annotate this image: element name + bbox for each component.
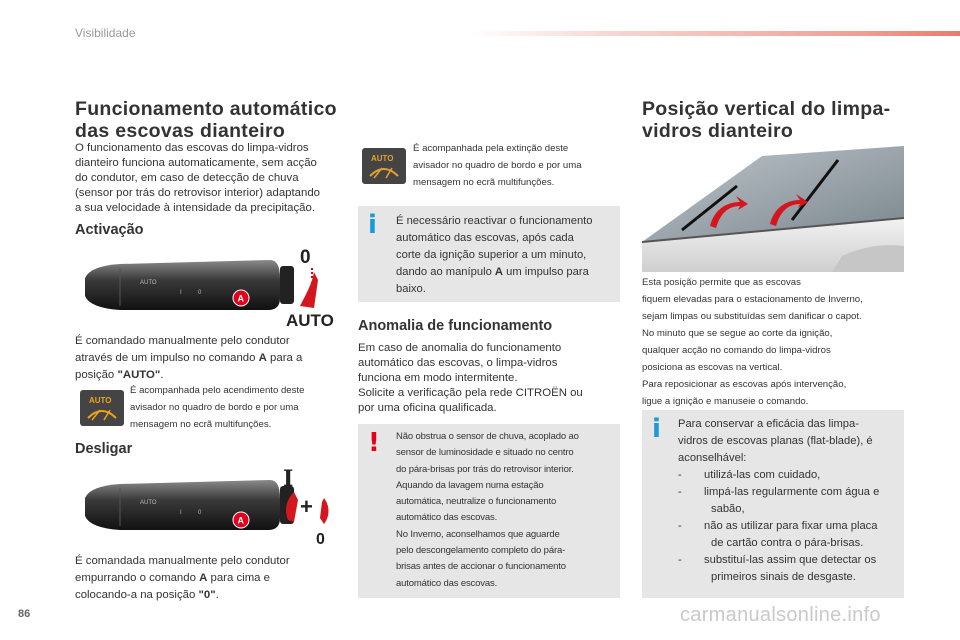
list-item: - não as utilizar para fixar uma placa de cartão contra o pára-brisas. [678, 518, 902, 552]
svg-text:AUTO: AUTO [140, 500, 157, 506]
section-title: Visibilidade [75, 26, 136, 40]
svg-text:AUTO: AUTO [89, 396, 112, 405]
list-item: - limpá-las regularmente com água e sabão, [678, 484, 902, 518]
info-icon: i [368, 210, 377, 240]
watermark: carmanualsonline.info [680, 604, 881, 626]
svg-text:AUTO: AUTO [371, 154, 394, 163]
svg-text:0: 0 [316, 531, 325, 548]
svg-text:0: 0 [198, 290, 202, 296]
windscreen-wipers-illustration [642, 146, 904, 272]
anomaly-text: Em caso de anomalia do funcionamento automático das escovas, o limpa-vidros funciona em modo intermitente. Solicite a verificação pela rede CITROËN ou por uma oficina qualificada. [358, 342, 583, 414]
svg-text:I: I [283, 466, 294, 492]
anomaly-heading: Anomalia de funcionamento [358, 318, 553, 334]
flat-blade-care-text: Para conservar a eficácia das limpa- vidros de escovas planas (flat-blade), é aconselhável: - utilizá-las com cuidado, - limpá-las regularmente com água e sabão, - não as utilizar para fixar uma placa de cartão contra o pára-brisas. - substituí-las assim que detectar os primeiros sinais de desgaste. [678, 416, 902, 586]
activation-text: É comandado manualmente pelo condutor através de um impulso no comando A para a posição "AUTO". [75, 335, 303, 381]
svg-text:0: 0 [300, 247, 311, 268]
off-text: É comandada manualmente pelo condutor empurrando o comando A para cima e colocando-a na posição "0". [75, 555, 290, 601]
flat-blade-care-box [642, 410, 904, 598]
page-number: 86 [18, 608, 31, 620]
auto-wipe-lamp-off-icon [362, 148, 406, 184]
auto-wipe-intro: O funcionamento das escovas do limpa-vidros dianteiro funciona automaticamente, sem acção do condutor, em caso de detecção de chuva (sensor por trás do retrovisor interior) adaptando a sua velocidade à intensidade da precipitação. [75, 142, 321, 214]
off-position-indicator [280, 462, 340, 548]
vertical-position-text: Esta posição permite que as escovas fiquem elevadas para o estacionamento de Inverno, sejam limpas ou substituídas sem danificar o capot. No minuto que se segue ao corte da ignição, qualquer acção no comando do limpa-vidros posiciona as escovas na vertical. Para reposicionar as escovas após intervenção, ligue a ignição e manuseie o comando. [642, 277, 863, 407]
reactivate-info-box [358, 206, 620, 302]
info-icon: i [652, 414, 661, 444]
list-item: - utilizá-las com cuidado, [678, 467, 902, 484]
off-heading: Desligar [75, 441, 133, 457]
reactivate-info-text: É necessário reactivar o funcionamento automático das escovas, após cada corte da ignição superior a um minuto, dando ao manípulo A um impulso para baixo. [396, 215, 593, 295]
auto-wipe-title: Funcionamento automático das escovas dianteiro [75, 98, 337, 142]
activation-heading: Activação [75, 222, 144, 238]
svg-text:AUTO: AUTO [140, 280, 157, 286]
svg-text:0: 0 [198, 510, 202, 516]
svg-text:AUTO: AUTO [286, 311, 334, 330]
activation-lamp-note: É acompanhada pelo acendimento deste avisador no quadro de bordo e por uma mensagem no ecrã multifunções. [130, 385, 305, 430]
care-recommendations-list [678, 467, 902, 586]
auto-position-indicator [284, 246, 336, 330]
svg-text:I: I [180, 510, 182, 516]
warning-icon: ! [368, 428, 380, 458]
list-item: - substituí-las assim que detectar os primeiros sinais de desgaste. [678, 552, 902, 586]
page-header [0, 0, 960, 50]
svg-text:+: + [300, 494, 313, 519]
sensor-warning-box [358, 424, 620, 598]
svg-text:I: I [180, 290, 182, 296]
svg-text:A: A [237, 515, 244, 526]
svg-text:A: A [237, 293, 244, 304]
auto-wipe-warning-lamp-icon [80, 390, 124, 426]
sensor-warning-text: Não obstrua o sensor de chuva, acoplado ao sensor de luminosidade e situado no centro do pára-brisas por trás do retrovisor interior. Aquando da lavagem numa estação automática, neutralize o funcionamento automático das escovas. No Inverno, aconselhamos que aguarde pelo descongelamento completo do pára- brisas antes de accionar o funcionamento automático das escovas. [396, 431, 579, 589]
header-accent-bar [470, 31, 960, 36]
lamp-off-note: É acompanhada pela extinção deste avisador no quadro de bordo e por uma mensagem no ecrã multifunções. [413, 143, 582, 188]
vertical-position-title: Posição vertical do limpa- vidros dianteiro [642, 98, 891, 142]
